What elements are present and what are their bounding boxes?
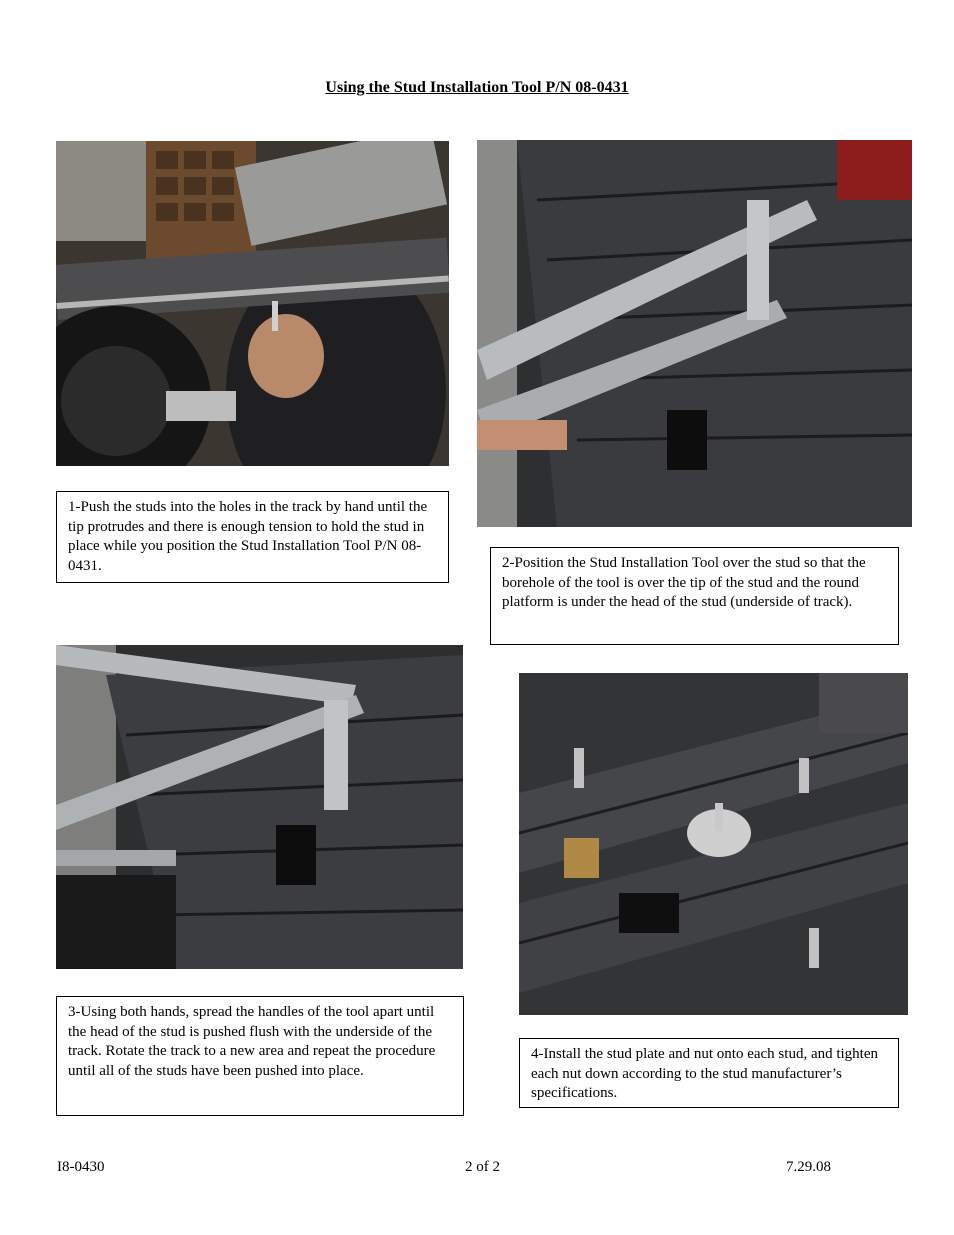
step-4-photo: [519, 673, 908, 1015]
document-date: 7.29.08: [786, 1159, 831, 1175]
page-title: Using the Stud Installation Tool P/N 08-0431: [325, 79, 629, 96]
page-number: 2 of 2: [465, 1159, 500, 1175]
step-1-photo: [56, 141, 449, 466]
step-4-caption: 4-Install the stud plate and nut onto each stud, and tighten each nut down according to the stud manufacturer’s specifications.: [519, 1038, 899, 1108]
step-2-photo: [477, 140, 912, 527]
step-3-photo: [56, 645, 463, 969]
step-1-caption: 1-Push the studs into the holes in the track by hand until the tip protrudes and there is enough tension to hold the stud in place while you position the Stud Installation Tool P/N 08-0431.: [56, 491, 449, 583]
step-3-caption: 3-Using both hands, spread the handles of the tool apart until the head of the stud is pushed flush with the underside of the track. Rotate the track to a new area and repeat the procedure until all of the studs have been pushed into place.: [56, 996, 464, 1116]
document-number: I8-0430: [57, 1159, 105, 1175]
step-2-caption: 2-Position the Stud Installation Tool over the stud so that the borehole of the tool is over the tip of the stud and the round platform is under the head of the stud (underside of track).: [490, 547, 899, 645]
